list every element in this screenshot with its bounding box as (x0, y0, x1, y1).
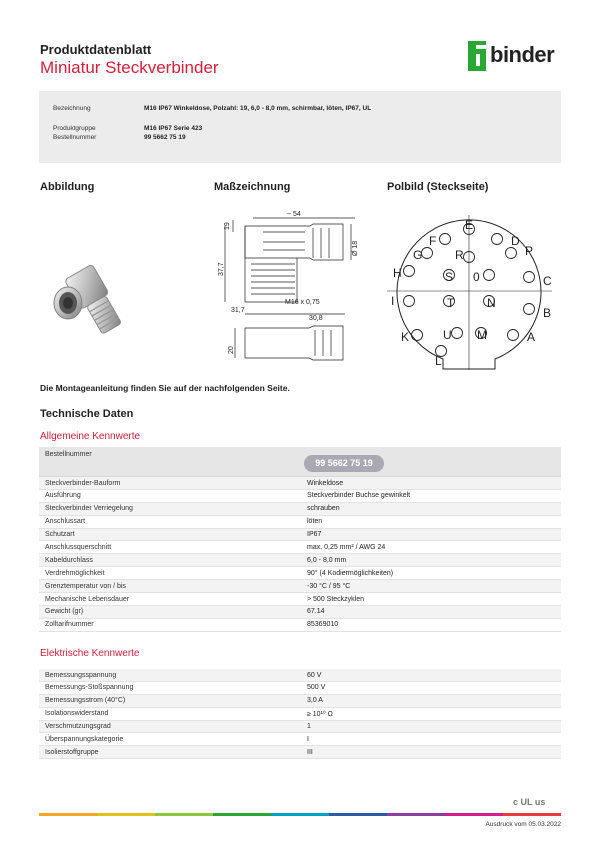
row-key: Bemessungsspannung (45, 671, 117, 679)
row-value: Steckverbinder Buchse gewinkelt (307, 492, 411, 500)
table-row (39, 606, 561, 619)
pin-label: P (525, 244, 534, 258)
row-value: -30 °C / 95 °C (307, 582, 351, 590)
row-value: 85369010 (307, 621, 339, 629)
table-row (39, 708, 561, 721)
row-key: Zolltarifnummer (45, 621, 94, 629)
row-value: 3,0 A (307, 697, 323, 705)
product-image (48, 255, 158, 340)
row-key: Gewicht (gr) (45, 608, 84, 616)
mounting-note: Die Montageanleitung finden Sie auf der nachfolgenden Seite. (40, 383, 290, 393)
table-row (39, 746, 561, 759)
table-row (39, 529, 561, 542)
table-row (39, 567, 561, 580)
produktgruppe-label: Produktgruppe (53, 125, 96, 132)
dim-18: Ø 18 (352, 240, 359, 256)
pin-label: M (477, 328, 487, 342)
row-key: Bemessungs-Stoßspannung (45, 684, 134, 692)
pin-label: L (435, 354, 442, 368)
elektrisch-heading: Elektrische Kennwerte (40, 648, 140, 659)
pin-contact (492, 234, 503, 245)
bestellnummer-row (39, 447, 561, 477)
color-bar-segment (271, 813, 329, 816)
row-key: Mechanische Lebensdauer (45, 595, 130, 603)
allgemein-heading: Allgemeine Kennwerte (40, 431, 141, 442)
ul-certification-mark: c UL us (513, 797, 546, 807)
pin-label: A (527, 330, 536, 344)
row-value: 67.14 (307, 608, 325, 616)
polbild-heading: Polbild (Steckseite) (387, 181, 489, 193)
dim-37-7: 37,7 (218, 262, 225, 276)
elektrisch-table (39, 669, 561, 759)
pin-contact (440, 234, 451, 245)
pin-contact (508, 330, 519, 341)
row-key: Anschlussquerschnitt (45, 543, 112, 551)
row-key: Steckverbinder-Bauform (45, 479, 121, 487)
row-key: Grenztemperatur von / bis (45, 582, 126, 590)
table-row (39, 477, 561, 490)
allgemein-table (39, 477, 561, 632)
table-row (39, 682, 561, 695)
color-bar-segment (503, 813, 561, 816)
color-bar-segment (445, 813, 503, 816)
row-value: 500 V (307, 684, 326, 692)
color-bar-segment (329, 813, 387, 816)
dim-20: 20 (228, 346, 235, 354)
bestellnummer-label: Bestellnummer (53, 134, 97, 141)
row-value: > 500 Steckzyklen (307, 595, 365, 603)
pin-label: 0 (473, 270, 480, 284)
table-row (39, 721, 561, 734)
abbildung-heading: Abbildung (40, 181, 95, 193)
row-value: Winkeldose (307, 479, 344, 487)
row-value: löten (307, 518, 323, 526)
pin-label: T (447, 296, 455, 310)
color-bar-segment (213, 813, 271, 816)
table-row (39, 695, 561, 708)
table-row (39, 619, 561, 632)
row-value: max. 0,25 mm² / AWG 24 (307, 543, 386, 551)
bestellnummer-value: 99 5662 75 19 (144, 134, 186, 141)
row-value: 60 V (307, 671, 322, 679)
pin-label: F (429, 234, 437, 248)
pin-label: H (393, 266, 402, 280)
row-value: IP67 (307, 531, 322, 539)
table-row (39, 490, 561, 503)
row-value: III (307, 748, 313, 756)
table-row (39, 503, 561, 516)
pin-label: I (391, 294, 395, 308)
pin-label: E (465, 218, 474, 232)
pin-contact (412, 330, 423, 341)
bezeichnung-value: M16 IP67 Winkeldose, Polzahl: 19, 6,0 - 8,0 mm, schirmbar, löten, IP67, UL (144, 105, 372, 112)
row-key: Überspannungskategorie (45, 735, 124, 743)
bestellnummer-row-label: Bestellnummer (45, 451, 92, 458)
table-row (39, 669, 561, 682)
pin-label: D (511, 234, 520, 248)
binder-logo (466, 40, 566, 72)
row-key: Ausführung (45, 492, 81, 500)
pin-label: N (487, 296, 496, 310)
binder-logo-mark (466, 40, 490, 72)
row-key: Verdrehmöglichkeit (45, 569, 105, 577)
color-bar-segment (97, 813, 155, 816)
row-value: 90° (4 Kodiermöglichkeiten) (307, 569, 394, 577)
dim-19: 19 (224, 222, 231, 230)
pin-contact (422, 248, 433, 259)
row-value: schrauben (307, 505, 340, 513)
row-key: Isolierstoffgruppe (45, 748, 99, 756)
pin-label: U (443, 328, 452, 342)
pin-label: K (401, 330, 410, 344)
table-row (39, 733, 561, 746)
produktgruppe-value: M16 IP67 Serie 423 (144, 125, 203, 132)
pin-label: R (455, 248, 464, 262)
row-value: ≥ 10¹⁰ Ω (307, 711, 333, 719)
dim-m16: M16 x 0,75 (285, 299, 320, 306)
pin-contact (452, 328, 463, 339)
bestellnummer-badge: 99 5662 75 19 (304, 455, 384, 472)
pin-label: C (543, 274, 552, 288)
page-title: Produktdatenblatt (40, 42, 152, 57)
pin-contact (404, 266, 415, 277)
color-bar-segment (155, 813, 213, 816)
row-key: Schutzart (45, 531, 75, 539)
technische-daten-heading: Technische Daten (40, 408, 134, 420)
dimension-drawing (215, 210, 365, 370)
pin-contact (524, 304, 535, 315)
pin-label: S (445, 270, 454, 284)
row-value: 6,0 - 8,0 mm (307, 556, 347, 564)
row-value: I (307, 735, 309, 743)
masszeichnung-heading: Maßzeichnung (214, 181, 291, 193)
pin-contact (484, 270, 495, 281)
row-key: Isolationswiderstand (45, 710, 109, 718)
pin-contact (404, 296, 415, 307)
pin-contact (524, 272, 535, 283)
row-key: Bemessungsstrom (40°C) (45, 697, 126, 705)
row-key: Kabeldurchlass (45, 556, 93, 564)
row-value: 1 (307, 723, 311, 731)
row-key: Steckverbinder Verriegelung (45, 505, 133, 513)
pin-contact (506, 248, 517, 259)
bezeichnung-label: Bezeichnung (53, 105, 91, 112)
dim-30-8: 30,8 (309, 315, 323, 322)
table-row (39, 593, 561, 606)
pin-label: B (543, 306, 552, 320)
page-subtitle: Miniatur Steckverbinder (40, 58, 219, 77)
row-key: Verschmutzungsgrad (45, 723, 111, 731)
row-key: Anschlussart (45, 518, 86, 526)
product-info-box (39, 91, 561, 163)
logo-text: binder (490, 42, 555, 67)
dim-54: ~ 54 (287, 211, 301, 218)
print-date: Ausdruck vom 05.03.2022 (485, 821, 561, 828)
table-row (39, 554, 561, 567)
pin-layout (387, 215, 552, 370)
dim-31-7: 31,7 (231, 307, 245, 314)
color-bar-segment (39, 813, 97, 816)
color-bar-segment (387, 813, 445, 816)
table-row (39, 516, 561, 529)
table-row (39, 541, 561, 554)
pin-label: G (413, 248, 423, 262)
table-row (39, 580, 561, 593)
